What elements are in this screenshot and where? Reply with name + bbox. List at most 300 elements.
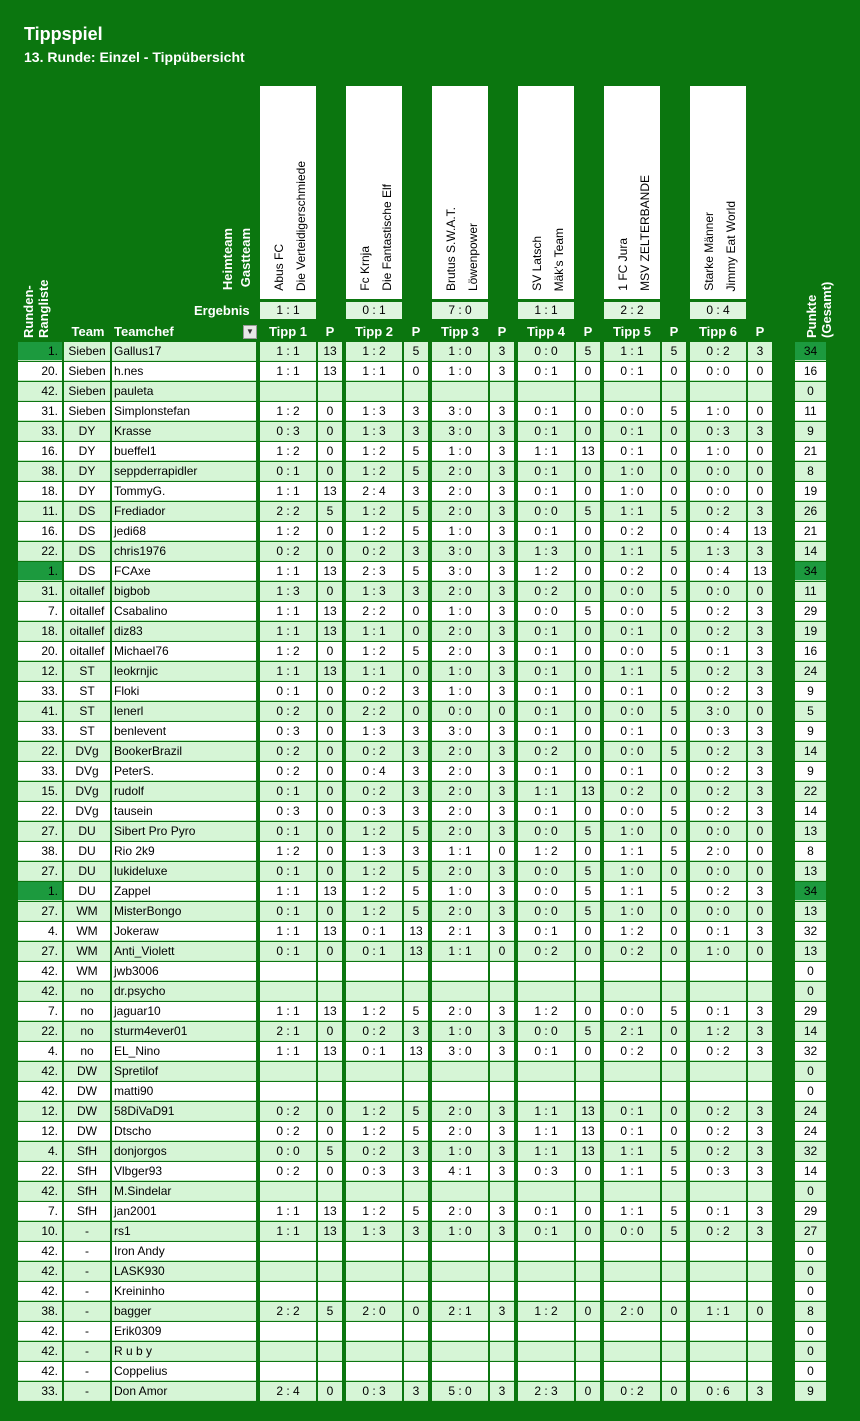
table-row <box>18 1222 826 1242</box>
tipp-cell: 1 : 2 <box>518 1302 574 1321</box>
label-punkte-gesamt: Punkte (Gesamt) <box>804 281 834 338</box>
tipp-cell <box>346 962 402 981</box>
tipp-cell: 0 : 0 <box>690 582 746 601</box>
points-cell: 5 <box>576 902 600 921</box>
tipp-cell: 1 : 2 <box>346 902 402 921</box>
points-cell <box>576 982 600 1001</box>
total-points-cell: 0 <box>795 1182 826 1201</box>
tipp-cell: 1 : 1 <box>260 622 316 641</box>
tipp-cell <box>690 1082 746 1101</box>
tipp-cell <box>690 1342 746 1361</box>
points-cell: 0 <box>318 902 342 921</box>
teamchef-cell: rs1 <box>112 1222 256 1241</box>
points-cell <box>748 1082 772 1101</box>
match-result-3: 7 : 0 <box>432 302 488 319</box>
total-points-cell: 32 <box>795 922 826 941</box>
points-cell: 3 <box>490 362 514 381</box>
points-cell <box>748 1062 772 1081</box>
points-cell: 0 <box>662 762 686 781</box>
tipp-cell: 1 : 0 <box>432 442 488 461</box>
points-cell: 0 <box>318 762 342 781</box>
table-row <box>18 422 826 442</box>
tipp-cell <box>260 962 316 981</box>
teamchef-cell: Jokeraw <box>112 922 256 941</box>
points-cell: 5 <box>576 342 600 361</box>
points-cell: 0 <box>662 942 686 961</box>
team-cell: - <box>64 1342 110 1361</box>
teamchef-cell: M.Sindelar <box>112 1182 256 1201</box>
tipp-cell: 0 : 2 <box>604 782 660 801</box>
tipp-cell: 0 : 2 <box>260 542 316 561</box>
points-cell: 0 <box>576 1302 600 1321</box>
tipp-cell: 0 : 2 <box>260 742 316 761</box>
tipp-cell <box>518 1082 574 1101</box>
points-cell: 0 <box>576 722 600 741</box>
table-row <box>18 402 826 422</box>
home-team-name: Fc Krnja <box>358 246 372 291</box>
points-cell: 5 <box>576 1022 600 1041</box>
tipp-cell <box>690 1062 746 1081</box>
teamchef-cell: Csabalino <box>112 602 256 621</box>
points-cell <box>490 1182 514 1201</box>
teamchef-cell: Kreininho <box>112 1282 256 1301</box>
table-row <box>18 1362 826 1382</box>
tipp-cell: 0 : 2 <box>604 562 660 581</box>
tipp-cell: 0 : 1 <box>604 362 660 381</box>
points-cell: 5 <box>662 342 686 361</box>
teamchef-cell: seppderrapidler <box>112 462 256 481</box>
points-cell: 0 <box>748 482 772 501</box>
points-cell: 0 <box>662 1102 686 1121</box>
rank-cell: 18. <box>18 622 62 641</box>
tipp-cell: 0 : 1 <box>260 902 316 921</box>
points-cell: 3 <box>748 1042 772 1061</box>
points-cell: 3 <box>404 482 428 501</box>
tipp-cell <box>260 1242 316 1261</box>
rank-cell: 15. <box>18 782 62 801</box>
total-points-cell: 14 <box>795 1162 826 1181</box>
points-cell: 5 <box>404 1102 428 1121</box>
points-cell: 0 <box>662 722 686 741</box>
teamchef-cell: LASK930 <box>112 1262 256 1281</box>
tipp-cell: 0 : 2 <box>690 1042 746 1061</box>
points-cell: 5 <box>662 502 686 521</box>
match-header-3 <box>432 86 488 299</box>
teamchef-cell: tausein <box>112 802 256 821</box>
tipp-cell: 0 : 1 <box>260 942 316 961</box>
tipp-cell: 0 : 1 <box>518 1202 574 1221</box>
total-points-cell: 11 <box>795 402 826 421</box>
col-tipp-header-6: Tipp 6 <box>698 324 738 339</box>
total-points-cell: 19 <box>795 482 826 501</box>
table-row <box>18 1022 826 1042</box>
points-cell <box>748 1282 772 1301</box>
tipp-cell: 1 : 1 <box>432 942 488 961</box>
match-result-1: 1 : 1 <box>260 302 316 319</box>
tipp-cell: 0 : 1 <box>260 462 316 481</box>
tipp-cell: 1 : 1 <box>260 1042 316 1061</box>
table-row <box>18 1302 826 1322</box>
home-team-name: Starke Männer <box>702 212 716 291</box>
rank-cell: 42. <box>18 1362 62 1381</box>
points-cell <box>490 982 514 1001</box>
tipp-cell <box>604 1182 660 1201</box>
tipp-cell: 0 : 1 <box>518 462 574 481</box>
tipp-cell: 2 : 0 <box>432 762 488 781</box>
points-cell <box>576 1082 600 1101</box>
points-cell: 13 <box>404 942 428 961</box>
tipp-cell <box>346 382 402 401</box>
away-team-name: Löwenpower <box>466 222 480 291</box>
points-cell: 0 <box>576 462 600 481</box>
rank-cell: 4. <box>18 1142 62 1161</box>
tipp-cell: 0 : 2 <box>260 1102 316 1121</box>
rank-cell: 12. <box>18 1102 62 1121</box>
teamchef-cell: Krasse <box>112 422 256 441</box>
tipp-cell: 1 : 1 <box>260 342 316 361</box>
tipp-cell: 1 : 2 <box>346 522 402 541</box>
points-cell: 13 <box>318 1042 342 1061</box>
tipp-cell: 0 : 2 <box>690 762 746 781</box>
points-cell: 0 <box>318 542 342 561</box>
team-cell: no <box>64 1002 110 1021</box>
points-cell: 0 <box>576 662 600 681</box>
points-cell: 0 <box>318 782 342 801</box>
points-cell: 0 <box>318 1162 342 1181</box>
team-cell: DU <box>64 882 110 901</box>
points-cell: 0 <box>318 702 342 721</box>
team-cell: oitallef <box>64 642 110 661</box>
table-row <box>18 742 826 762</box>
points-cell: 3 <box>748 1022 772 1041</box>
points-cell: 0 <box>318 822 342 841</box>
tipp-cell: 0 : 0 <box>518 1022 574 1041</box>
points-cell <box>662 1262 686 1281</box>
points-cell: 13 <box>318 482 342 501</box>
rank-cell: 42. <box>18 962 62 981</box>
tipp-cell: 0 : 2 <box>518 942 574 961</box>
table-row <box>18 502 826 522</box>
team-cell: SfH <box>64 1142 110 1161</box>
tipp-cell: 0 : 0 <box>518 822 574 841</box>
points-cell: 0 <box>404 702 428 721</box>
points-cell: 3 <box>490 442 514 461</box>
points-cell: 0 <box>576 682 600 701</box>
team-cell: DS <box>64 562 110 581</box>
tipp-cell: 0 : 1 <box>260 822 316 841</box>
points-cell: 0 <box>576 742 600 761</box>
table-row <box>18 942 826 962</box>
tipp-cell <box>346 982 402 1001</box>
tipp-cell: 0 : 3 <box>260 422 316 441</box>
tipp-cell: 0 : 1 <box>604 762 660 781</box>
points-cell <box>404 1322 428 1341</box>
away-team-name: Mäk's Team <box>552 227 566 291</box>
tipp-cell: 1 : 2 <box>260 442 316 461</box>
points-cell: 5 <box>662 1202 686 1221</box>
points-cell <box>318 1242 342 1261</box>
tipp-cell <box>604 1242 660 1261</box>
tipp-cell: 2 : 0 <box>432 582 488 601</box>
points-cell <box>490 1362 514 1381</box>
rank-cell: 42. <box>18 1322 62 1341</box>
points-cell: 0 <box>318 842 342 861</box>
points-cell <box>490 1062 514 1081</box>
table-row <box>18 442 826 462</box>
table-row <box>18 902 826 922</box>
points-cell: 3 <box>748 622 772 641</box>
tipp-cell: 1 : 0 <box>432 522 488 541</box>
tipp-cell: 1 : 3 <box>690 542 746 561</box>
col-points-header-4: P <box>583 324 593 339</box>
col-points-header-2: P <box>411 324 421 339</box>
home-team-name: 1 FC Jura <box>616 238 630 291</box>
match-header-1 <box>260 86 316 299</box>
rank-cell: 42. <box>18 982 62 1001</box>
points-cell: 3 <box>748 342 772 361</box>
tipp-cell: 0 : 2 <box>690 682 746 701</box>
tipp-cell: 2 : 4 <box>346 482 402 501</box>
teamchef-cell: Rio 2k9 <box>112 842 256 861</box>
tipp-cell: 1 : 2 <box>346 1202 402 1221</box>
points-cell: 0 <box>576 922 600 941</box>
points-cell: 3 <box>404 582 428 601</box>
tipp-cell: 0 : 1 <box>260 862 316 881</box>
tipp-cell <box>432 982 488 1001</box>
points-cell: 3 <box>404 782 428 801</box>
points-cell: 5 <box>404 342 428 361</box>
points-cell: 5 <box>662 642 686 661</box>
page-subtitle: 13. Runde: Einzel - Tippübersicht <box>24 49 245 65</box>
points-cell: 5 <box>404 502 428 521</box>
table-row <box>18 642 826 662</box>
tipp-cell: 1 : 2 <box>260 402 316 421</box>
tipp-cell: 3 : 0 <box>432 562 488 581</box>
points-cell: 5 <box>404 862 428 881</box>
team-cell: oitallef <box>64 582 110 601</box>
tipp-cell: 1 : 2 <box>346 342 402 361</box>
tipp-cell <box>346 1182 402 1201</box>
tipp-cell: 3 : 0 <box>432 422 488 441</box>
total-points-cell: 19 <box>795 622 826 641</box>
total-points-cell: 14 <box>795 802 826 821</box>
points-cell <box>404 1242 428 1261</box>
col-points-header-6: P <box>755 324 765 339</box>
rank-cell: 7. <box>18 1202 62 1221</box>
tipp-cell: 0 : 1 <box>518 722 574 741</box>
tipp-cell: 0 : 1 <box>346 942 402 961</box>
points-cell <box>576 1362 600 1381</box>
rank-cell: 42. <box>18 1242 62 1261</box>
tipp-cell: 0 : 1 <box>690 1002 746 1021</box>
page-title: Tippspiel <box>24 24 103 44</box>
points-cell: 3 <box>404 1022 428 1041</box>
tipp-cell: 1 : 2 <box>346 1102 402 1121</box>
rank-cell: 38. <box>18 842 62 861</box>
table-row <box>18 1102 826 1122</box>
tipp-cell: 0 : 1 <box>518 622 574 641</box>
points-cell <box>318 1282 342 1301</box>
points-cell: 5 <box>318 1142 342 1161</box>
points-cell: 3 <box>404 402 428 421</box>
teamchef-cell: jwb3006 <box>112 962 256 981</box>
tipp-cell: 0 : 1 <box>604 422 660 441</box>
tipp-cell: 0 : 1 <box>260 682 316 701</box>
col-tipp-header-1: Tipp 1 <box>268 324 308 339</box>
points-cell: 3 <box>490 902 514 921</box>
points-cell <box>748 1342 772 1361</box>
points-cell: 3 <box>748 1222 772 1241</box>
points-cell: 13 <box>318 362 342 381</box>
points-cell <box>576 1342 600 1361</box>
rank-cell: 22. <box>18 802 62 821</box>
col-tipp-header-2: Tipp 2 <box>354 324 394 339</box>
points-cell <box>404 982 428 1001</box>
rank-cell: 12. <box>18 1122 62 1141</box>
points-cell: 3 <box>748 1382 772 1401</box>
tipp-cell: 1 : 1 <box>604 882 660 901</box>
points-cell: 5 <box>662 802 686 821</box>
rank-cell: 12. <box>18 662 62 681</box>
total-points-cell: 24 <box>795 1102 826 1121</box>
points-cell: 3 <box>490 922 514 941</box>
tipp-cell: 1 : 2 <box>260 642 316 661</box>
rank-cell: 20. <box>18 362 62 381</box>
team-cell: SfH <box>64 1202 110 1221</box>
tipp-cell <box>432 382 488 401</box>
points-cell: 0 <box>576 762 600 781</box>
teamchef-cell: EL_Nino <box>112 1042 256 1061</box>
table-row <box>18 1242 826 1262</box>
teamchef-cell: Sibert Pro Pyro <box>112 822 256 841</box>
tipp-cell <box>260 1262 316 1281</box>
tipp-cell <box>432 1062 488 1081</box>
tipp-cell: 0 : 2 <box>518 582 574 601</box>
total-points-cell: 0 <box>795 382 826 401</box>
tipp-cell: 0 : 2 <box>260 1162 316 1181</box>
rank-cell: 18. <box>18 482 62 501</box>
points-cell <box>576 1242 600 1261</box>
col-points-header-1: P <box>325 324 335 339</box>
team-cell: DVg <box>64 782 110 801</box>
match-header-6 <box>690 86 746 299</box>
table-row <box>18 682 826 702</box>
points-cell: 0 <box>748 442 772 461</box>
tipp-cell: 5 : 0 <box>432 1382 488 1401</box>
tipp-cell: 0 : 1 <box>518 802 574 821</box>
tipp-cell <box>346 1342 402 1361</box>
tipp-cell: 0 : 2 <box>260 702 316 721</box>
points-cell: 0 <box>404 602 428 621</box>
points-cell <box>404 1262 428 1281</box>
table-row <box>18 1202 826 1222</box>
points-cell: 5 <box>662 1142 686 1161</box>
table-row <box>18 1182 826 1202</box>
rank-cell: 20. <box>18 642 62 661</box>
points-cell: 0 <box>748 462 772 481</box>
teamchef-cell: lukideluxe <box>112 862 256 881</box>
tipp-cell <box>260 982 316 1001</box>
tipp-cell: 0 : 0 <box>518 902 574 921</box>
table-row <box>18 962 826 982</box>
points-cell: 5 <box>404 822 428 841</box>
points-cell: 3 <box>748 422 772 441</box>
tipp-cell: 2 : 2 <box>260 1302 316 1321</box>
points-cell <box>318 1322 342 1341</box>
table-row <box>18 1322 826 1342</box>
tipp-cell: 2 : 0 <box>432 1122 488 1141</box>
tipp-cell: 1 : 0 <box>604 462 660 481</box>
teamchef-cell: pauleta <box>112 382 256 401</box>
points-cell: 3 <box>490 782 514 801</box>
points-cell <box>318 382 342 401</box>
total-points-cell: 0 <box>795 1322 826 1341</box>
points-cell: 0 <box>662 462 686 481</box>
col-tipp-header-5: Tipp 5 <box>612 324 652 339</box>
tipp-cell <box>518 1282 574 1301</box>
tipp-cell: 3 : 0 <box>432 402 488 421</box>
points-cell: 13 <box>748 522 772 541</box>
filter-dropdown-icon[interactable]: ▼ <box>243 325 257 339</box>
tipp-cell: 1 : 1 <box>518 1142 574 1161</box>
tipp-cell <box>432 1262 488 1281</box>
table-row <box>18 662 826 682</box>
tipp-cell: 1 : 0 <box>432 1142 488 1161</box>
tipp-cell <box>518 1182 574 1201</box>
label-ergebnis: Ergebnis <box>194 303 250 318</box>
rank-cell: 27. <box>18 822 62 841</box>
points-cell: 0 <box>576 522 600 541</box>
tipp-cell: 0 : 3 <box>690 1162 746 1181</box>
tipp-cell: 1 : 0 <box>432 662 488 681</box>
points-cell: 3 <box>404 682 428 701</box>
tipp-cell: 0 : 1 <box>346 1042 402 1061</box>
tipp-cell: 1 : 2 <box>346 822 402 841</box>
points-cell: 0 <box>576 1042 600 1061</box>
tipp-cell: 1 : 0 <box>432 362 488 381</box>
table-row <box>18 1262 826 1282</box>
points-cell: 3 <box>748 1202 772 1221</box>
tipp-cell: 0 : 1 <box>518 682 574 701</box>
tipp-cell: 0 : 2 <box>690 1122 746 1141</box>
table-row <box>18 802 826 822</box>
tipp-cell: 1 : 2 <box>346 882 402 901</box>
points-cell: 0 <box>662 1022 686 1041</box>
team-cell: SfH <box>64 1162 110 1181</box>
team-cell: DVg <box>64 762 110 781</box>
team-cell: SfH <box>64 1182 110 1201</box>
teamchef-cell: jedi68 <box>112 522 256 541</box>
tipp-cell: 0 : 4 <box>346 762 402 781</box>
points-cell: 0 <box>318 682 342 701</box>
rank-cell: 16. <box>18 442 62 461</box>
tipp-cell <box>690 1262 746 1281</box>
tipp-cell: 1 : 1 <box>604 662 660 681</box>
points-cell: 0 <box>490 702 514 721</box>
tipp-cell: 0 : 2 <box>690 882 746 901</box>
points-cell: 3 <box>748 1122 772 1141</box>
points-cell: 5 <box>576 502 600 521</box>
points-cell: 3 <box>404 742 428 761</box>
teamchef-cell: bueffel1 <box>112 442 256 461</box>
tipp-cell: 0 : 0 <box>690 862 746 881</box>
team-cell: ST <box>64 682 110 701</box>
tipp-cell: 0 : 3 <box>260 722 316 741</box>
points-cell: 0 <box>318 642 342 661</box>
tipp-cell <box>690 982 746 1001</box>
tipp-cell: 2 : 3 <box>518 1382 574 1401</box>
team-cell: DS <box>64 522 110 541</box>
